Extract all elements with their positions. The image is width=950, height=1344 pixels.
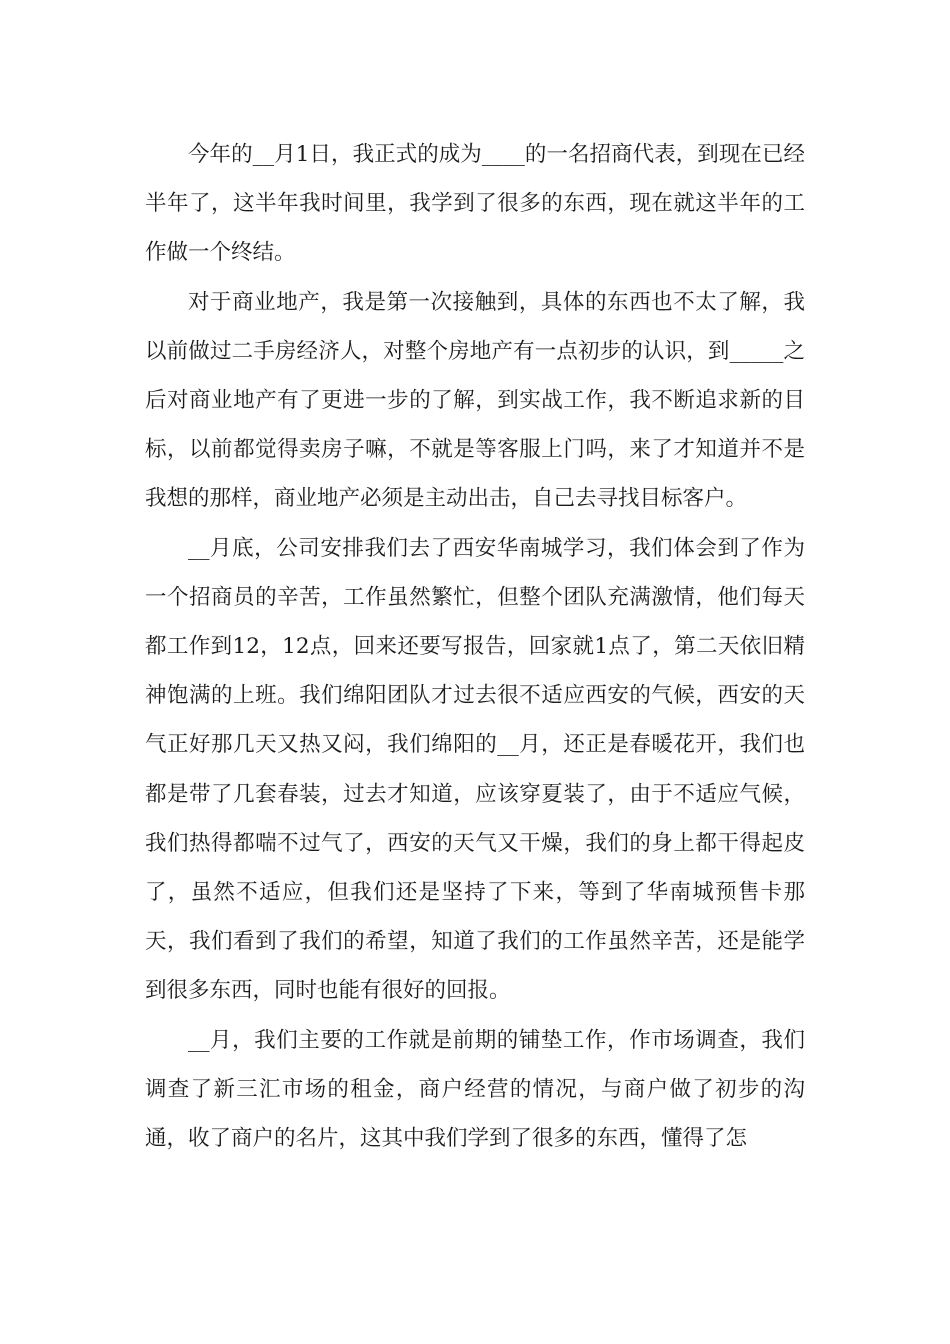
paragraph-commercial-property: 对于商业地产，我是第一次接触到，具体的东西也不太了解，我以前做过二手房经济人，对整个房地产有一点初步的认识，到_____之后对商业地产有了更进一步的了解，到实战工作，我不断追求新的目标，以前都觉得卖房子嘛，不就是等客服上门吗，来了才知道并不是我想的那样，商业地产必须是主动出击，自己去寻找目标客户。 xyxy=(145,289,805,512)
paragraph-xian-training: __月底，公司安排我们去了西安华南城学习，我们体会到了作为一个招商员的辛苦，工作虽然繁忙，但整个团队充满激情，他们每天都工作到12，12点，回来还要写报告，回家就1点了，第二天依旧精神饱满的上班。我们绵阳团队才过去很不适应西安的气候，西安的天气正好那几天又热又闷，我们绵阳的__月，还正是春暖花开，我们也都是带了几套春装，过去才知道，应该穿夏装了，由于不适应气候，我们热得都喘不过气了，西安的天气又干燥，我们的身上都干得起皮了，虽然不适应，但我们还是坚持了下来，等到了华南城预售卡那天，我们看到了我们的希望，知道了我们的工作虽然辛苦，还是能学到很多东西，同时也能有很好的回报。 xyxy=(145,535,805,1004)
paragraph-market-survey: __月，我们主要的工作就是前期的铺垫工作，作市场调查，我们调查了新三汇市场的租金，商户经营的情况，与商户做了初步的沟通，收了商户的名片，这其中我们学到了很多的东西，懂得了怎 xyxy=(145,1027,805,1152)
document-body xyxy=(145,130,805,1163)
paragraph-intro: 今年的__月1日，我正式的成为____的一名招商代表，到现在已经半年了，这半年我时间里，我学到了很多的东西，现在就这半年的工作做一个终结。 xyxy=(145,142,805,266)
